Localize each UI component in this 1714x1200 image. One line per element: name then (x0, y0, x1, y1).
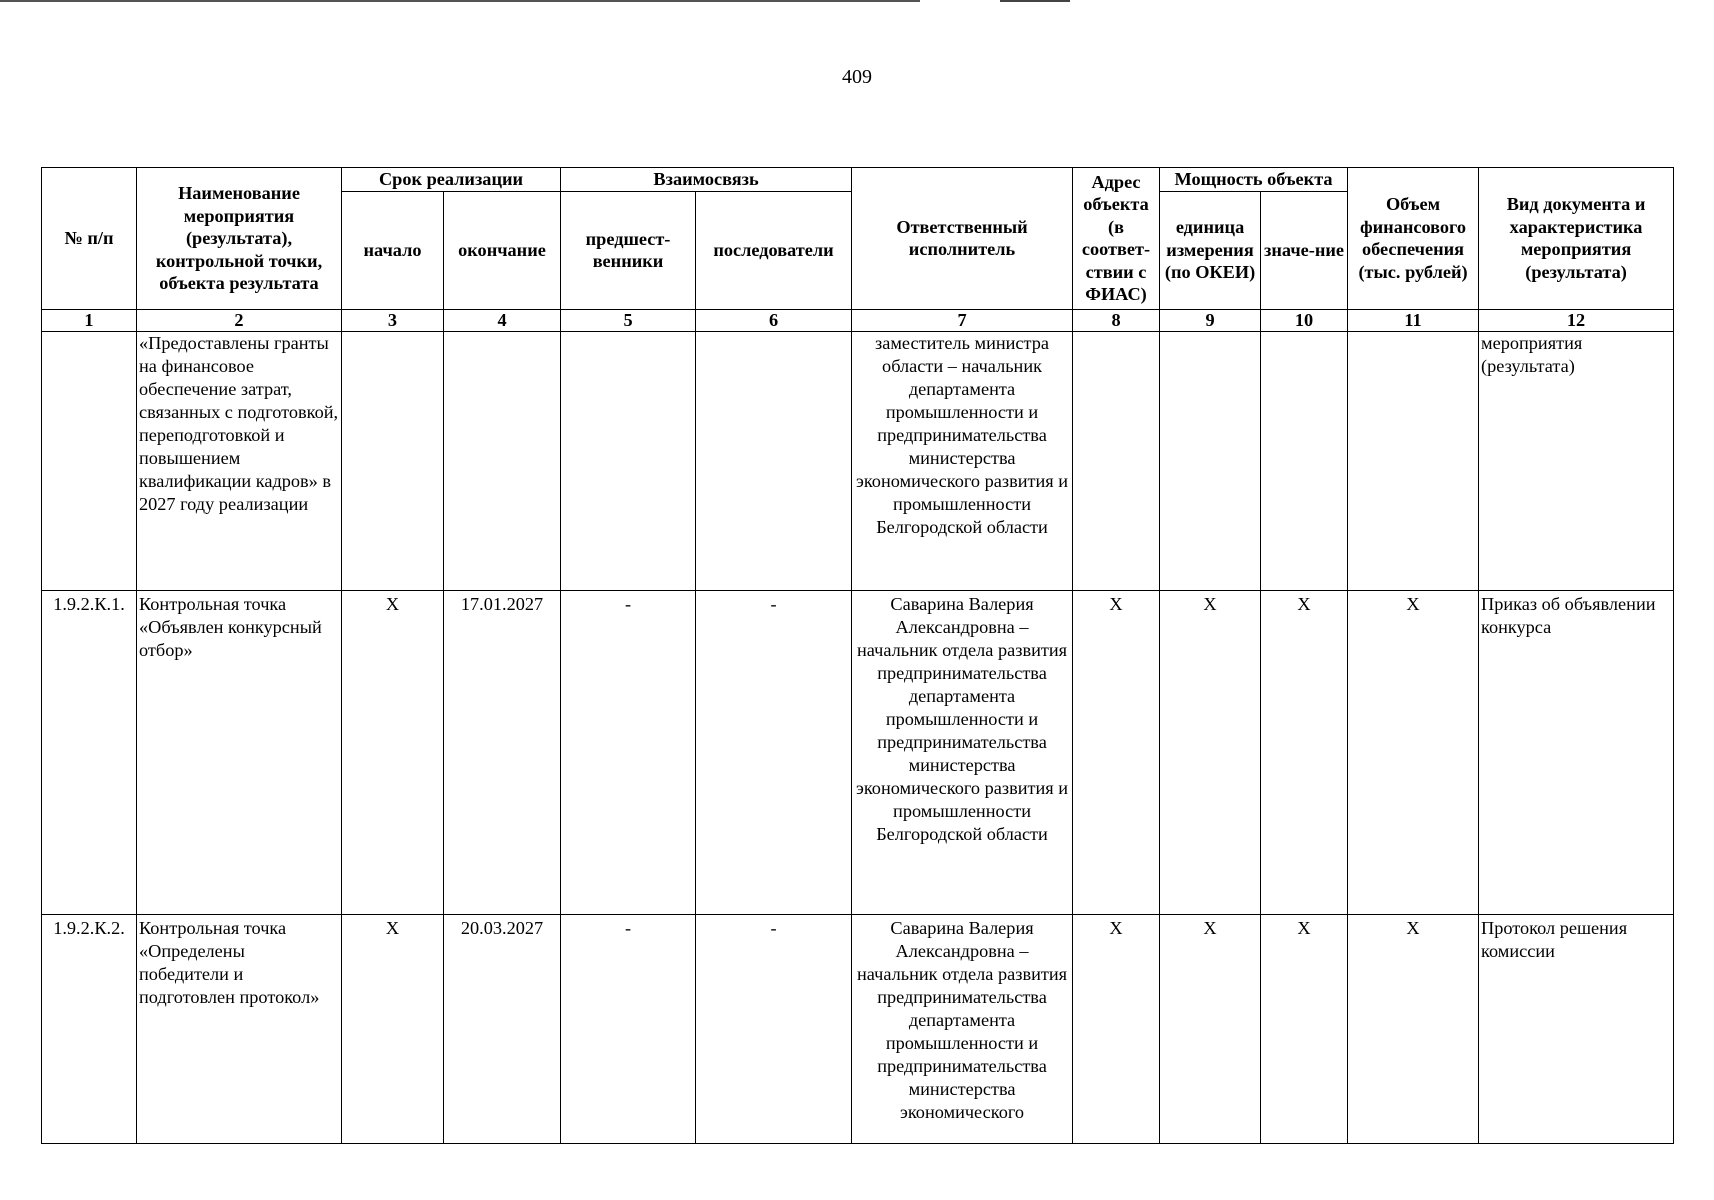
header-period-group: Срок реализации (342, 168, 561, 192)
header-finance: Объем финансового обеспечения (тыс. рублей) (1348, 168, 1479, 310)
header-no: № п/п (42, 168, 137, 310)
header-value: значе-ние (1261, 191, 1348, 309)
cell-end: 17.01.2027 (444, 590, 561, 914)
cell-end (444, 331, 561, 590)
header-end: окончание (444, 191, 561, 309)
cell-finance: X (1348, 914, 1479, 1143)
column-number: 11 (1348, 309, 1479, 331)
cell-responsible: заместитель министра области – начальник департамента промышленности и предпринимательства министерства экономического развития и промышленности Белгородской области (852, 331, 1073, 590)
column-number: 12 (1479, 309, 1674, 331)
cell-doc: Приказ об объявлении конкурса (1479, 590, 1674, 914)
header-relation-group: Взаимосвязь (561, 168, 852, 192)
table-row (42, 331, 1674, 590)
page-number: 409 (842, 66, 872, 88)
cell-no: 1.9.2.К.1. (42, 590, 137, 914)
cell-no: 1.9.2.К.2. (42, 914, 137, 1143)
column-number: 7 (852, 309, 1073, 331)
top-scan-line (0, 0, 920, 2)
column-number: 8 (1073, 309, 1160, 331)
header-responsible: Ответственный исполнитель (852, 168, 1073, 310)
measures-table (41, 167, 1674, 1144)
cell-value: X (1261, 914, 1348, 1143)
header-unit: единица измерения (по ОКЕИ) (1160, 191, 1261, 309)
column-number: 10 (1261, 309, 1348, 331)
table-row (42, 914, 1674, 1143)
column-number: 4 (444, 309, 561, 331)
header-capacity-group: Мощность объекта (1160, 168, 1348, 192)
column-number: 2 (137, 309, 342, 331)
column-number: 5 (561, 309, 696, 331)
column-number: 6 (696, 309, 852, 331)
cell-pred: - (561, 590, 696, 914)
column-number: 3 (342, 309, 444, 331)
cell-unit: X (1160, 914, 1261, 1143)
cell-responsible: Саварина Валерия Александровна – начальник отдела развития предпринимательства департамента промышленности и предпринимательства министерства экономического развития и промышленности Белгородской области (852, 590, 1073, 914)
cell-start (342, 331, 444, 590)
cell-start: X (342, 914, 444, 1143)
cell-name: «Предоставлены гранты на финансовое обеспечение затрат, связанных с подготовкой, переподготовкой и повышением квалификации кадров» в 2027 году реализации (137, 331, 342, 590)
top-scan-line-short (1000, 0, 1070, 2)
cell-no (42, 331, 137, 590)
cell-succ: - (696, 590, 852, 914)
cell-pred (561, 331, 696, 590)
cell-succ (696, 331, 852, 590)
cell-name: Контрольная точка «Определены победители и подготовлен протокол» (137, 914, 342, 1143)
cell-unit (1160, 331, 1261, 590)
cell-finance (1348, 331, 1479, 590)
header-start: начало (342, 191, 444, 309)
cell-succ: - (696, 914, 852, 1143)
cell-start: X (342, 590, 444, 914)
cell-address: X (1073, 590, 1160, 914)
cell-doc: мероприятия (результата) (1479, 331, 1674, 590)
column-number: 1 (42, 309, 137, 331)
header-address: Адрес объекта (в соответ-ствии с ФИАС) (1073, 168, 1160, 310)
cell-doc: Протокол решения комиссии (1479, 914, 1674, 1143)
cell-end: 20.03.2027 (444, 914, 561, 1143)
cell-name: Контрольная точка «Объявлен конкурсный отбор» (137, 590, 342, 914)
column-number: 9 (1160, 309, 1261, 331)
cell-unit: X (1160, 590, 1261, 914)
table-row (42, 590, 1674, 914)
header-doc: Вид документа и характеристика мероприятия (результата) (1479, 168, 1674, 310)
header-name: Наименование мероприятия (результата), контрольной точки, объекта результата (137, 168, 342, 310)
cell-responsible: Саварина Валерия Александровна – начальник отдела развития предпринимательства департамента промышленности и предпринимательства министерства экономического (852, 914, 1073, 1143)
header-predecessors: предшест-венники (561, 191, 696, 309)
cell-value: X (1261, 590, 1348, 914)
cell-value (1261, 331, 1348, 590)
cell-address (1073, 331, 1160, 590)
header-successors: последователи (696, 191, 852, 309)
cell-address: X (1073, 914, 1160, 1143)
cell-pred: - (561, 914, 696, 1143)
cell-finance: X (1348, 590, 1479, 914)
